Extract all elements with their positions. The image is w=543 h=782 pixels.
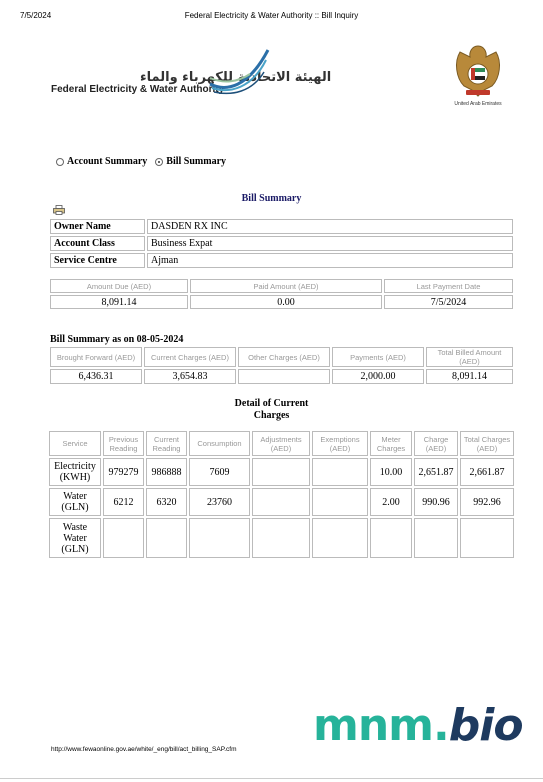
total-charges-header: Total Charges (AED) (460, 431, 514, 456)
service-centre-value: Ajman (147, 253, 513, 268)
owner-row (50, 219, 513, 234)
summary-options (56, 156, 234, 167)
consumption-header: Consumption (189, 431, 250, 456)
watermark-logo (313, 700, 523, 751)
current-charges-value: 3,654.83 (144, 369, 236, 384)
amount-due-value: 8,091.14 (50, 295, 188, 309)
page-bottom-divider (0, 778, 543, 779)
charge-header: Charge (AED) (414, 431, 458, 456)
bill-header-row (50, 347, 513, 367)
total-billed-header: Total Billed Amount (AED) (426, 347, 513, 367)
amount-value-row (50, 295, 513, 309)
bill-summary-radio[interactable] (155, 158, 163, 166)
amount-due-table (48, 277, 515, 311)
exemptions-header: Exemptions (AED) (312, 431, 368, 456)
paid-amount-value: 0.00 (190, 295, 382, 309)
account-summary-radio[interactable] (56, 158, 64, 166)
detail-heading-line2: Charges (253, 410, 290, 421)
current-reading-header: Current Reading (146, 431, 187, 456)
meter-charges-header: Meter Charges (370, 431, 412, 456)
owner-name-label: Owner Name (50, 219, 145, 234)
account-class-label: Account Class (50, 236, 145, 251)
printer-icon[interactable] (53, 205, 65, 215)
owner-name-value: DASDEN RX INC (147, 219, 513, 234)
footer-url: http://www.fewaonline.gov.ae/white/_eng/bill/act_billing_SAP.cfm (51, 746, 237, 753)
table-row (49, 488, 514, 516)
logo-arabic-text: الهيئة الاتحادية للكهرباء والماء (140, 70, 332, 85)
exemptions (312, 518, 368, 558)
exemptions (312, 458, 368, 486)
previous-reading: 979279 (103, 458, 144, 486)
previous-reading: 6212 (103, 488, 144, 516)
exemptions (312, 488, 368, 516)
adjustments (252, 518, 310, 558)
service-name: Waste Water (GLN) (49, 518, 101, 558)
account-summary-label[interactable]: Account Summary (67, 156, 148, 167)
logo-english-text: Federal Electricity & Water Authority (51, 84, 225, 95)
print-date: 7/5/2024 (20, 11, 52, 20)
watermark-part1: mnm. (313, 700, 449, 751)
total-billed-value: 8,091.14 (426, 369, 513, 384)
print-page-title: Federal Electricity & Water Authority :: Bill Inquiry (184, 11, 359, 20)
detail-heading-line1: Detail of Current (234, 398, 309, 409)
current-charges-header: Current Charges (AED) (144, 347, 236, 367)
adjustments (252, 458, 310, 486)
emblem-caption: United Arab Emirates (454, 101, 502, 107)
previous-reading (103, 518, 144, 558)
current-reading: 986888 (146, 458, 187, 486)
last-payment-date-header: Last Payment Date (384, 279, 513, 293)
service-centre-row (50, 253, 513, 268)
bill-summary-table (48, 345, 515, 386)
account-info-table (48, 217, 515, 270)
meter-charges: 2.00 (370, 488, 412, 516)
consumption: 23760 (189, 488, 250, 516)
payments-header: Payments (AED) (332, 347, 424, 367)
total-charges: 992.96 (460, 488, 514, 516)
consumption: 7609 (189, 458, 250, 486)
service-name: Electricity (KWH) (49, 458, 101, 486)
adjustments-header: Adjustments (AED) (252, 431, 310, 456)
charge: 990.96 (414, 488, 458, 516)
watermark-part2: bio (448, 700, 523, 751)
total-charges: 2,661.87 (460, 458, 514, 486)
detail-charges-heading (0, 398, 543, 422)
charge: 2,651.87 (414, 458, 458, 486)
total-charges (460, 518, 514, 558)
detail-header-row (49, 431, 514, 456)
account-class-row (50, 236, 513, 251)
consumption (189, 518, 250, 558)
bill-summary-label[interactable]: Bill Summary (166, 156, 227, 167)
previous-reading-header: Previous Reading (103, 431, 144, 456)
last-payment-date-value: 7/5/2024 (384, 295, 513, 309)
meter-charges (370, 518, 412, 558)
adjustments (252, 488, 310, 516)
meter-charges: 10.00 (370, 458, 412, 486)
table-row (49, 458, 514, 486)
amount-due-header: Amount Due (AED) (50, 279, 188, 293)
charge (414, 518, 458, 558)
paid-amount-header: Paid Amount (AED) (190, 279, 382, 293)
current-reading (146, 518, 187, 558)
bill-value-row (50, 369, 513, 384)
service-centre-label: Service Centre (50, 253, 145, 268)
detail-charges-table (47, 429, 516, 560)
uae-emblem-icon (452, 42, 504, 100)
table-row (49, 518, 514, 558)
brought-forward-header: Brought Forward (AED) (50, 347, 142, 367)
amount-header-row (50, 279, 513, 293)
current-reading: 6320 (146, 488, 187, 516)
account-class-value: Business Expat (147, 236, 513, 251)
bill-summary-date-heading: Bill Summary as on 08-05-2024 (50, 334, 184, 345)
other-charges-header: Other Charges (AED) (238, 347, 330, 367)
other-charges-value (238, 369, 330, 384)
bill-summary-heading: Bill Summary (241, 193, 302, 204)
brought-forward-value: 6,436.31 (50, 369, 142, 384)
service-name: Water (GLN) (49, 488, 101, 516)
fewa-wave-logo-icon (208, 48, 272, 96)
payments-value: 2,000.00 (332, 369, 424, 384)
service-header: Service (49, 431, 101, 456)
